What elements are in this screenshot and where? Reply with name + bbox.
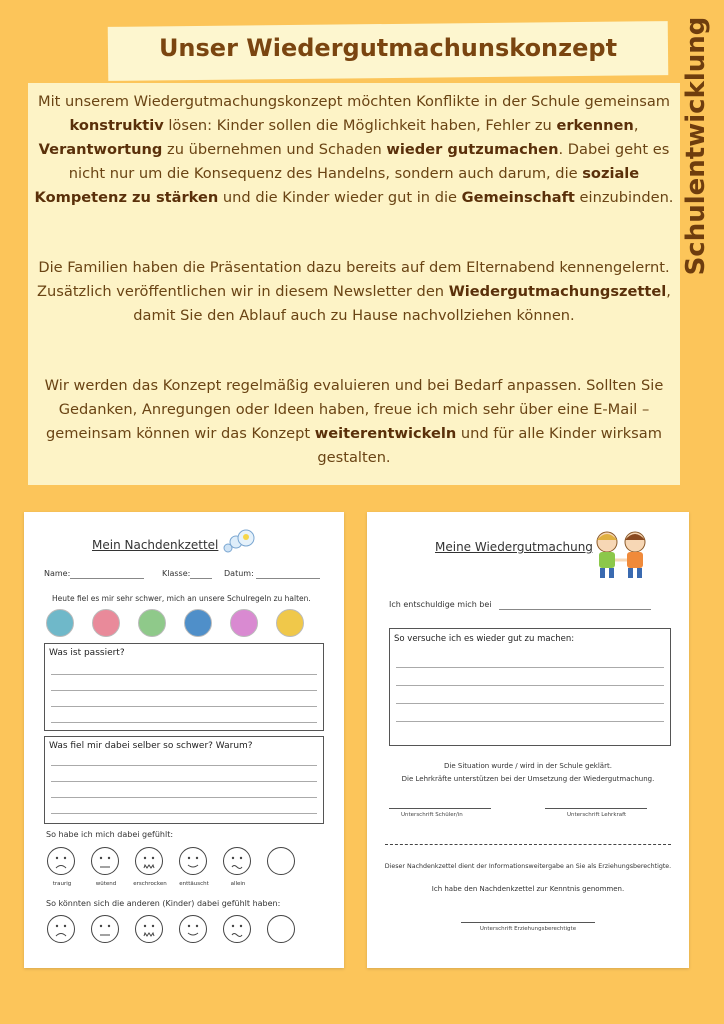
sheet2-title: Meine Wiedergutmachung	[435, 540, 593, 554]
emotion-face-icon[interactable]	[134, 846, 164, 876]
info-text: Dieser Nachdenkzettel dient der Informationsweitergabe an Sie als Erziehungsberechtigte.	[384, 863, 672, 870]
text-segment: . Dabei geht es nicht nur um die Konsequenz des Handelns, sondern auch darum, die	[68, 141, 670, 182]
text-segment: und die Kinder wieder gut in die	[218, 189, 462, 206]
emotion-face-icon[interactable]	[222, 846, 252, 876]
text-segment: ,	[633, 117, 639, 134]
student-signature-line[interactable]	[389, 808, 491, 809]
bold-text: soziale Kompetenz zu stärken	[34, 165, 640, 206]
rule-badge-icon	[184, 609, 212, 637]
what-happened-label: Was ist passiert?	[49, 648, 125, 658]
text-segment: einzubinden.	[574, 189, 674, 206]
rule-badge-icon	[92, 609, 120, 637]
date-line[interactable]	[256, 578, 320, 579]
parent-signature-label: Unterschrift Erziehungsberechtigte	[479, 926, 577, 932]
what-happened-box[interactable]	[44, 643, 324, 731]
situation-line-1: Die Situation wurde / wird in der Schule geklärt.	[444, 762, 612, 770]
apology-line[interactable]	[499, 609, 651, 610]
rules-intro: Heute fiel es mir sehr schwer, mich an unsere Schulregeln zu halten.	[52, 594, 311, 603]
text-segment: Die Familien haben die Präsentation dazu bereits auf dem Elternabend kennengelernt. Zusätzlich veröffentlichen wir in diesem Newsletter den	[37, 259, 670, 300]
text-segment: , damit Sie den Ablauf auch zu Hause nachvollziehen können.	[133, 283, 671, 324]
bold-text: weiterentwickeln	[314, 425, 457, 442]
bold-text: wieder gutzumachen	[386, 141, 559, 158]
emotion-face-icon[interactable]	[178, 846, 208, 876]
apology-label: Ich entschuldige mich bei	[389, 600, 492, 609]
emotion-face-icon[interactable]	[134, 914, 164, 944]
evaluation-paragraph	[34, 374, 674, 470]
make-amends-label: So versuche ich es wieder gut zu machen:	[394, 634, 575, 644]
feeling-label: allein	[230, 881, 246, 887]
feel-label: So habe ich mich dabei gefühlt:	[46, 830, 174, 839]
emotion-face-icon[interactable]	[46, 846, 76, 876]
text-segment: und für alle Kinder wirksam gestalten.	[317, 425, 662, 466]
children-icon	[589, 528, 655, 580]
feeling-label: traurig	[52, 881, 72, 887]
emotion-face-icon[interactable]	[90, 914, 120, 944]
rule-badge-icon	[230, 609, 258, 637]
teacher-signature-line[interactable]	[545, 808, 647, 809]
bold-text: konstruktiv	[69, 117, 164, 134]
text-segment: Wir werden das Konzept regelmäßig evaluieren und bei Bedarf anpassen. Sollten Sie Gedanken, Anregungen oder Ideen haben, freue ich mich sehr über eine E-Mail – gemeinsam können wir das Konzept	[44, 377, 664, 442]
side-label-box	[676, 18, 716, 274]
teacher-signature-label: Unterschrift Lehrkraft	[567, 812, 627, 818]
cut-line	[385, 844, 671, 845]
empty-face-icon[interactable]	[266, 846, 296, 876]
nachdenkzettel-sheet	[24, 512, 344, 968]
lightbulb-icon	[220, 528, 256, 556]
bold-text: Gemeinschaft	[461, 189, 575, 206]
bold-text: Wiedergutmachungszettel	[448, 283, 667, 300]
parent-signature-line[interactable]	[461, 922, 595, 923]
name-label: Name:	[44, 569, 71, 578]
what-was-hard-label: Was fiel mir dabei selber so schwer? Warum?	[49, 741, 253, 751]
bold-text: erkennen	[556, 117, 634, 134]
feeling-label: wütend	[95, 881, 117, 887]
rule-badge-icon	[276, 609, 304, 637]
others-label: So könnten sich die anderen (Kinder) dabei gefühlt haben:	[46, 899, 281, 908]
text-segment: Mit unserem Wiedergutmachungskonzept möchten Konflikte in der Schule gemeinsam	[38, 93, 670, 110]
empty-face-icon[interactable]	[266, 914, 296, 944]
bold-text: Verantwortung	[38, 141, 163, 158]
page-title: Unser Wiedergutmachunskonzept	[158, 34, 618, 62]
emotion-face-icon[interactable]	[178, 914, 208, 944]
rule-badge-icon	[46, 609, 74, 637]
class-line[interactable]	[190, 578, 212, 579]
feeling-label: erschrocken	[133, 881, 167, 887]
class-label: Klasse:	[162, 569, 191, 578]
situation-line-2: Die Lehrkräfte unterstützen bei der Umsetzung der Wiedergutmachung.	[401, 775, 655, 783]
date-label: Datum:	[224, 569, 254, 578]
ack-text: Ich habe den Nachdenkzettel zur Kenntnis genommen.	[431, 885, 625, 893]
name-line[interactable]	[70, 578, 144, 579]
text-segment: lösen: Kinder sollen die Möglichkeit haben, Fehler zu	[163, 117, 557, 134]
intro-paragraph	[34, 90, 674, 210]
make-amends-box[interactable]	[389, 628, 671, 746]
feeling-label: enttäuscht	[179, 881, 209, 887]
what-was-hard-box[interactable]	[44, 736, 324, 824]
text-segment: zu übernehmen und Schaden	[162, 141, 387, 158]
emotion-face-icon[interactable]	[46, 914, 76, 944]
rule-badge-icon	[138, 609, 166, 637]
family-paragraph	[34, 256, 674, 328]
student-signature-label: Unterschrift Schüler/in	[401, 812, 463, 818]
emotion-face-icon[interactable]	[90, 846, 120, 876]
side-label: Schulentwicklung	[681, 16, 711, 276]
wiedergutmachung-sheet	[367, 512, 689, 968]
emotion-face-icon[interactable]	[222, 914, 252, 944]
sheet1-title: Mein Nachdenkzettel	[92, 538, 219, 552]
